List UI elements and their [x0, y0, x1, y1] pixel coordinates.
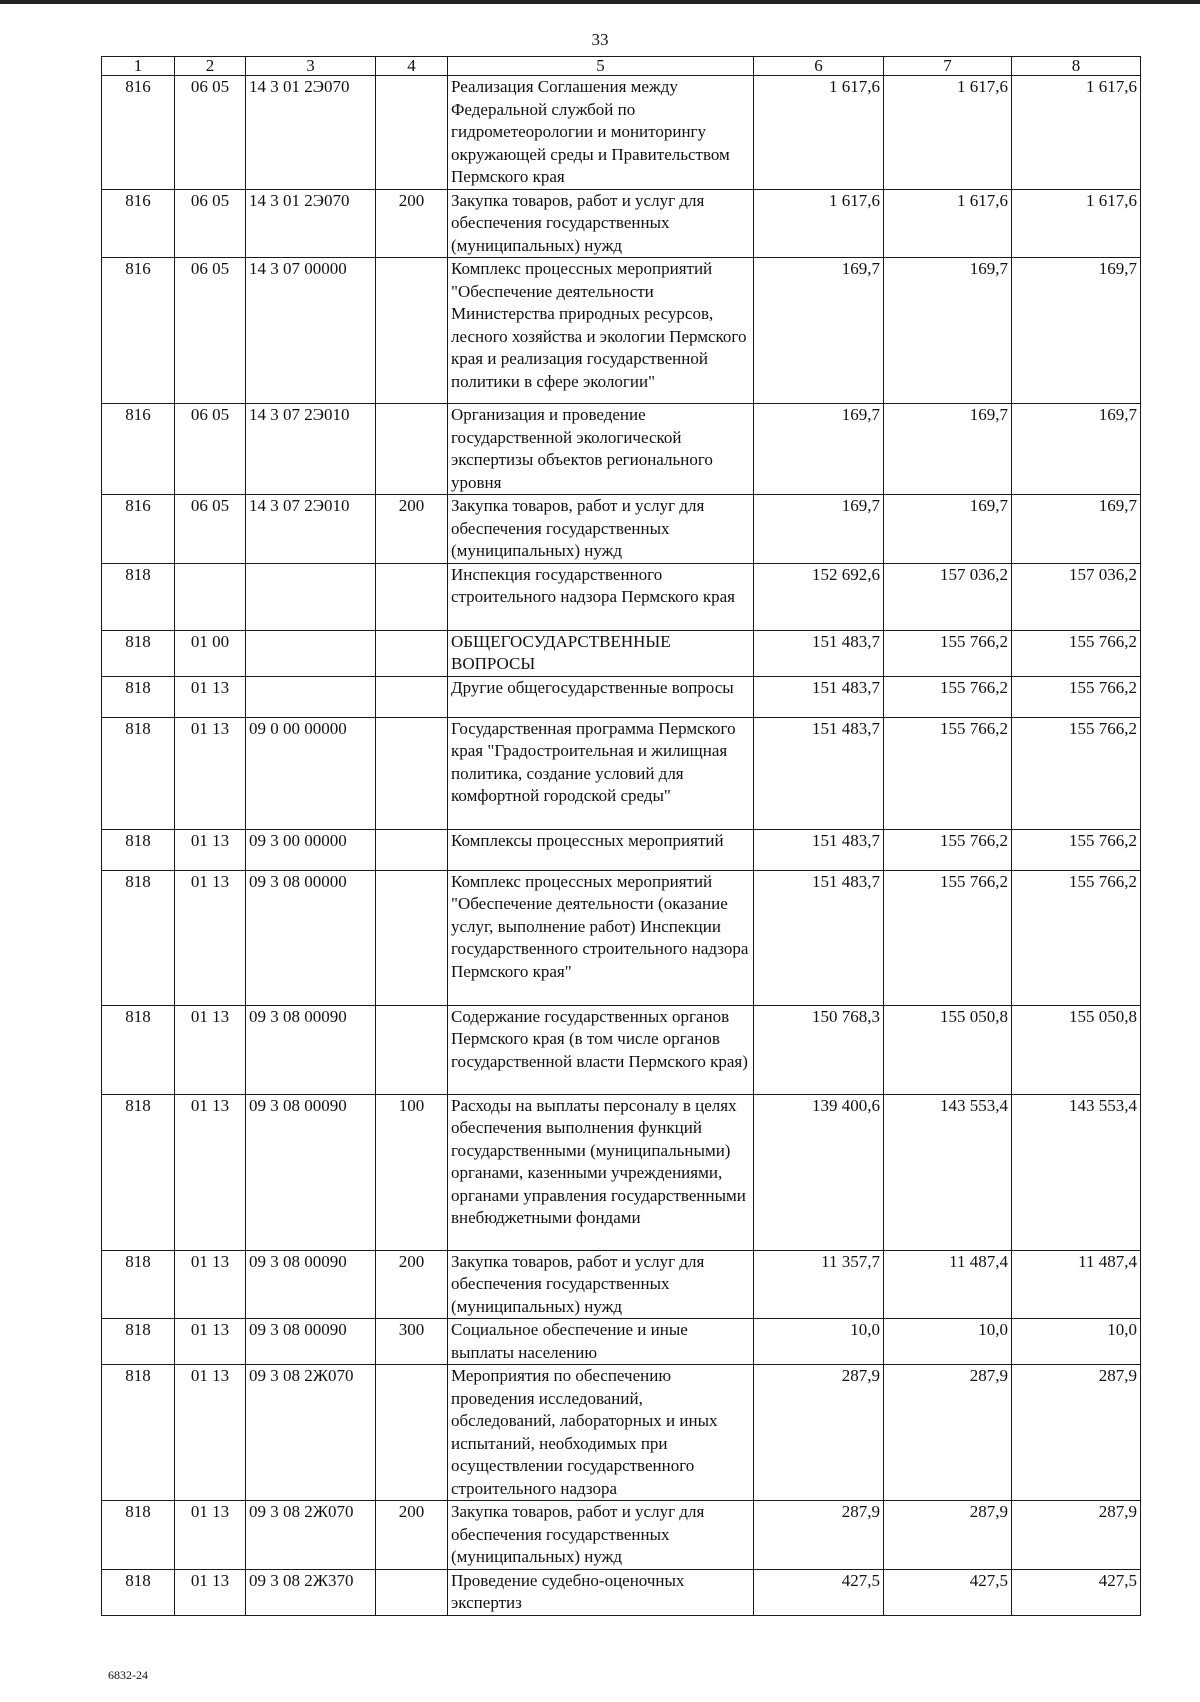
- cell-expense-type: 200: [376, 1501, 448, 1570]
- cell-amount-col7: 1 617,6: [884, 189, 1012, 258]
- cell-amount-col7: 157 036,2: [884, 563, 1012, 630]
- cell-description: Закупка товаров, работ и услуг для обеспечения государственных (муниципальных) нужд: [448, 189, 754, 258]
- cell-amount-col6: 10,0: [754, 1319, 884, 1365]
- cell-expense-type: [376, 829, 448, 870]
- cell-admin-code: 816: [102, 189, 175, 258]
- cell-expense-type: [376, 717, 448, 829]
- cell-target-article: 14 3 07 2Э010: [246, 404, 376, 495]
- cell-amount-col7: 155 766,2: [884, 630, 1012, 676]
- cell-amount-col8: 155 766,2: [1012, 717, 1141, 829]
- cell-description: Другие общегосударственные вопросы: [448, 676, 754, 717]
- column-header: 7: [884, 57, 1012, 76]
- cell-amount-col6: 151 483,7: [754, 829, 884, 870]
- cell-admin-code: 816: [102, 495, 175, 564]
- cell-admin-code: 816: [102, 404, 175, 495]
- cell-target-article: 14 3 07 00000: [246, 258, 376, 404]
- cell-admin-code: 818: [102, 1319, 175, 1365]
- cell-description: Содержание государственных органов Пермского края (в том числе органов государственной власти Пермского края): [448, 1005, 754, 1094]
- cell-amount-col8: 155 050,8: [1012, 1005, 1141, 1094]
- cell-admin-code: 818: [102, 563, 175, 630]
- cell-target-article: [246, 676, 376, 717]
- cell-target-article: 09 3 08 2Ж070: [246, 1501, 376, 1570]
- cell-section-code: 01 13: [175, 829, 246, 870]
- cell-amount-col8: 287,9: [1012, 1365, 1141, 1501]
- cell-section-code: [175, 563, 246, 630]
- cell-amount-col6: 1 617,6: [754, 76, 884, 190]
- table-row: [102, 1094, 1141, 1250]
- cell-expense-type: [376, 563, 448, 630]
- cell-target-article: 09 3 00 00000: [246, 829, 376, 870]
- cell-amount-col8: 10,0: [1012, 1319, 1141, 1365]
- cell-description: Закупка товаров, работ и услуг для обеспечения государственных (муниципальных) нужд: [448, 1501, 754, 1570]
- cell-target-article: [246, 630, 376, 676]
- cell-expense-type: [376, 76, 448, 190]
- cell-section-code: 01 13: [175, 1005, 246, 1094]
- cell-amount-col7: 11 487,4: [884, 1250, 1012, 1319]
- cell-amount-col8: 155 766,2: [1012, 870, 1141, 1005]
- column-header: 8: [1012, 57, 1141, 76]
- cell-section-code: 06 05: [175, 258, 246, 404]
- table-row: [102, 870, 1141, 1005]
- table-row: [102, 404, 1141, 495]
- cell-amount-col6: 152 692,6: [754, 563, 884, 630]
- cell-target-article: 09 3 08 00090: [246, 1319, 376, 1365]
- cell-expense-type: [376, 1569, 448, 1615]
- table-row: [102, 258, 1141, 404]
- cell-amount-col7: 155 766,2: [884, 676, 1012, 717]
- cell-expense-type: [376, 870, 448, 1005]
- cell-description: Мероприятия по обеспечению проведения исследований, обследований, лабораторных и иных испытаний, необходимых при осуществлении государственного строительного надзора: [448, 1365, 754, 1501]
- cell-section-code: 01 13: [175, 870, 246, 1005]
- cell-amount-col7: 155 766,2: [884, 717, 1012, 829]
- table-row: [102, 563, 1141, 630]
- cell-expense-type: [376, 258, 448, 404]
- cell-amount-col8: 157 036,2: [1012, 563, 1141, 630]
- cell-description: Государственная программа Пермского края "Градостроительная и жилищная политика, создание условий для комфортной городской среды": [448, 717, 754, 829]
- cell-expense-type: 200: [376, 1250, 448, 1319]
- table-row: [102, 1365, 1141, 1501]
- cell-target-article: 09 3 08 00090: [246, 1005, 376, 1094]
- cell-target-article: 14 3 07 2Э010: [246, 495, 376, 564]
- cell-admin-code: 816: [102, 258, 175, 404]
- cell-admin-code: 818: [102, 870, 175, 1005]
- cell-section-code: 01 13: [175, 1501, 246, 1570]
- cell-target-article: 09 3 08 00000: [246, 870, 376, 1005]
- cell-amount-col6: 11 357,7: [754, 1250, 884, 1319]
- cell-description: Закупка товаров, работ и услуг для обеспечения государственных (муниципальных) нужд: [448, 495, 754, 564]
- cell-target-article: 09 3 08 2Ж370: [246, 1569, 376, 1615]
- cell-target-article: 09 0 00 00000: [246, 717, 376, 829]
- cell-section-code: 01 00: [175, 630, 246, 676]
- cell-section-code: 06 05: [175, 76, 246, 190]
- cell-section-code: 06 05: [175, 404, 246, 495]
- table-row: [102, 676, 1141, 717]
- cell-amount-col7: 155 050,8: [884, 1005, 1012, 1094]
- cell-amount-col6: 151 483,7: [754, 870, 884, 1005]
- cell-amount-col7: 169,7: [884, 404, 1012, 495]
- table-row: [102, 829, 1141, 870]
- cell-amount-col7: 155 766,2: [884, 829, 1012, 870]
- column-header: 3: [246, 57, 376, 76]
- column-header: 2: [175, 57, 246, 76]
- header-row: [102, 57, 1141, 76]
- cell-target-article: 09 3 08 00090: [246, 1094, 376, 1250]
- cell-description: Организация и проведение государственной экологической экспертизы объектов регионального уровня: [448, 404, 754, 495]
- column-header: 4: [376, 57, 448, 76]
- cell-amount-col8: 1 617,6: [1012, 189, 1141, 258]
- cell-description: Проведение судебно-оценочных экспертиз: [448, 1569, 754, 1615]
- cell-target-article: 14 3 01 2Э070: [246, 76, 376, 190]
- cell-target-article: 09 3 08 2Ж070: [246, 1365, 376, 1501]
- cell-admin-code: 818: [102, 1365, 175, 1501]
- table-row: [102, 1319, 1141, 1365]
- document-code: 6832-24: [108, 1668, 148, 1682]
- cell-description: Комплекс процессных мероприятий "Обеспечение деятельности Министерства природных ресурсов, лесного хозяйства и экологии Пермского края и реализация государственной политики в сфере экологии": [448, 258, 754, 404]
- cell-amount-col7: 1 617,6: [884, 76, 1012, 190]
- cell-admin-code: 818: [102, 1501, 175, 1570]
- table-row: [102, 717, 1141, 829]
- cell-amount-col8: 287,9: [1012, 1501, 1141, 1570]
- cell-section-code: 01 13: [175, 676, 246, 717]
- cell-section-code: 01 13: [175, 717, 246, 829]
- cell-amount-col6: 169,7: [754, 495, 884, 564]
- cell-amount-col8: 155 766,2: [1012, 676, 1141, 717]
- cell-description: Комплекс процессных мероприятий "Обеспечение деятельности (оказание услуг, выполнение работ) Инспекции государственного строительного надзора Пермского края": [448, 870, 754, 1005]
- cell-section-code: 01 13: [175, 1319, 246, 1365]
- cell-amount-col7: 287,9: [884, 1365, 1012, 1501]
- cell-amount-col6: 139 400,6: [754, 1094, 884, 1250]
- page-number: 33: [591, 30, 609, 49]
- cell-description: Расходы на выплаты персоналу в целях обеспечения выполнения функций государственными (муниципальными) органами, казенными учреждениями, органами управления государственными внебюджетными фондами: [448, 1094, 754, 1250]
- cell-section-code: 01 13: [175, 1250, 246, 1319]
- cell-target-article: 14 3 01 2Э070: [246, 189, 376, 258]
- cell-amount-col7: 427,5: [884, 1569, 1012, 1615]
- cell-amount-col6: 169,7: [754, 404, 884, 495]
- cell-amount-col6: 287,9: [754, 1501, 884, 1570]
- cell-amount-col6: 1 617,6: [754, 189, 884, 258]
- cell-amount-col8: 1 617,6: [1012, 76, 1141, 190]
- cell-expense-type: [376, 1365, 448, 1501]
- cell-amount-col7: 169,7: [884, 258, 1012, 404]
- cell-expense-type: [376, 676, 448, 717]
- cell-admin-code: 818: [102, 1250, 175, 1319]
- cell-amount-col7: 155 766,2: [884, 870, 1012, 1005]
- cell-section-code: 01 13: [175, 1365, 246, 1501]
- cell-admin-code: 818: [102, 1094, 175, 1250]
- cell-description: Инспекция государственного строительного надзора Пермского края: [448, 563, 754, 630]
- table-row: [102, 495, 1141, 564]
- cell-section-code: 01 13: [175, 1094, 246, 1250]
- cell-amount-col6: 151 483,7: [754, 717, 884, 829]
- cell-amount-col8: 11 487,4: [1012, 1250, 1141, 1319]
- cell-amount-col6: 151 483,7: [754, 676, 884, 717]
- cell-amount-col6: 151 483,7: [754, 630, 884, 676]
- cell-expense-type: 200: [376, 189, 448, 258]
- cell-amount-col6: 427,5: [754, 1569, 884, 1615]
- column-header: 6: [754, 57, 884, 76]
- cell-amount-col8: 155 766,2: [1012, 630, 1141, 676]
- cell-expense-type: [376, 404, 448, 495]
- cell-section-code: 01 13: [175, 1569, 246, 1615]
- column-header: 5: [448, 57, 754, 76]
- cell-target-article: 09 3 08 00090: [246, 1250, 376, 1319]
- cell-admin-code: 818: [102, 829, 175, 870]
- cell-admin-code: 818: [102, 717, 175, 829]
- cell-amount-col8: 427,5: [1012, 1569, 1141, 1615]
- table-row: [102, 1250, 1141, 1319]
- cell-amount-col8: 155 766,2: [1012, 829, 1141, 870]
- cell-admin-code: 816: [102, 76, 175, 190]
- table-row: [102, 189, 1141, 258]
- cell-expense-type: [376, 630, 448, 676]
- cell-amount-col6: 150 768,3: [754, 1005, 884, 1094]
- cell-description: Закупка товаров, работ и услуг для обеспечения государственных (муниципальных) нужд: [448, 1250, 754, 1319]
- cell-expense-type: [376, 1005, 448, 1094]
- table-row: [102, 1501, 1141, 1570]
- cell-description: Реализация Соглашения между Федеральной службой по гидрометеорологии и мониторингу окружающей среды и Правительством Пермского края: [448, 76, 754, 190]
- cell-amount-col6: 169,7: [754, 258, 884, 404]
- table-row: [102, 630, 1141, 676]
- cell-amount-col7: 287,9: [884, 1501, 1012, 1570]
- cell-amount-col8: 143 553,4: [1012, 1094, 1141, 1250]
- cell-admin-code: 818: [102, 630, 175, 676]
- cell-amount-col7: 10,0: [884, 1319, 1012, 1365]
- scan-edge: [0, 0, 1200, 4]
- cell-amount-col8: 169,7: [1012, 495, 1141, 564]
- cell-amount-col7: 169,7: [884, 495, 1012, 564]
- cell-description: Социальное обеспечение и иные выплаты населению: [448, 1319, 754, 1365]
- table-row: [102, 76, 1141, 190]
- cell-admin-code: 818: [102, 1005, 175, 1094]
- cell-amount-col8: 169,7: [1012, 404, 1141, 495]
- table-row: [102, 1569, 1141, 1615]
- cell-expense-type: 100: [376, 1094, 448, 1250]
- table-row: [102, 1005, 1141, 1094]
- cell-expense-type: 200: [376, 495, 448, 564]
- cell-amount-col6: 287,9: [754, 1365, 884, 1501]
- cell-section-code: 06 05: [175, 189, 246, 258]
- cell-description: Комплексы процессных мероприятий: [448, 829, 754, 870]
- cell-admin-code: 818: [102, 676, 175, 717]
- cell-target-article: [246, 563, 376, 630]
- cell-admin-code: 818: [102, 1569, 175, 1615]
- cell-amount-col7: 143 553,4: [884, 1094, 1012, 1250]
- cell-amount-col8: 169,7: [1012, 258, 1141, 404]
- column-header: 1: [102, 57, 175, 76]
- cell-section-code: 06 05: [175, 495, 246, 564]
- budget-table: [101, 56, 1141, 1616]
- cell-description: ОБЩЕГОСУДАРСТВЕННЫЕ ВОПРОСЫ: [448, 630, 754, 676]
- cell-expense-type: 300: [376, 1319, 448, 1365]
